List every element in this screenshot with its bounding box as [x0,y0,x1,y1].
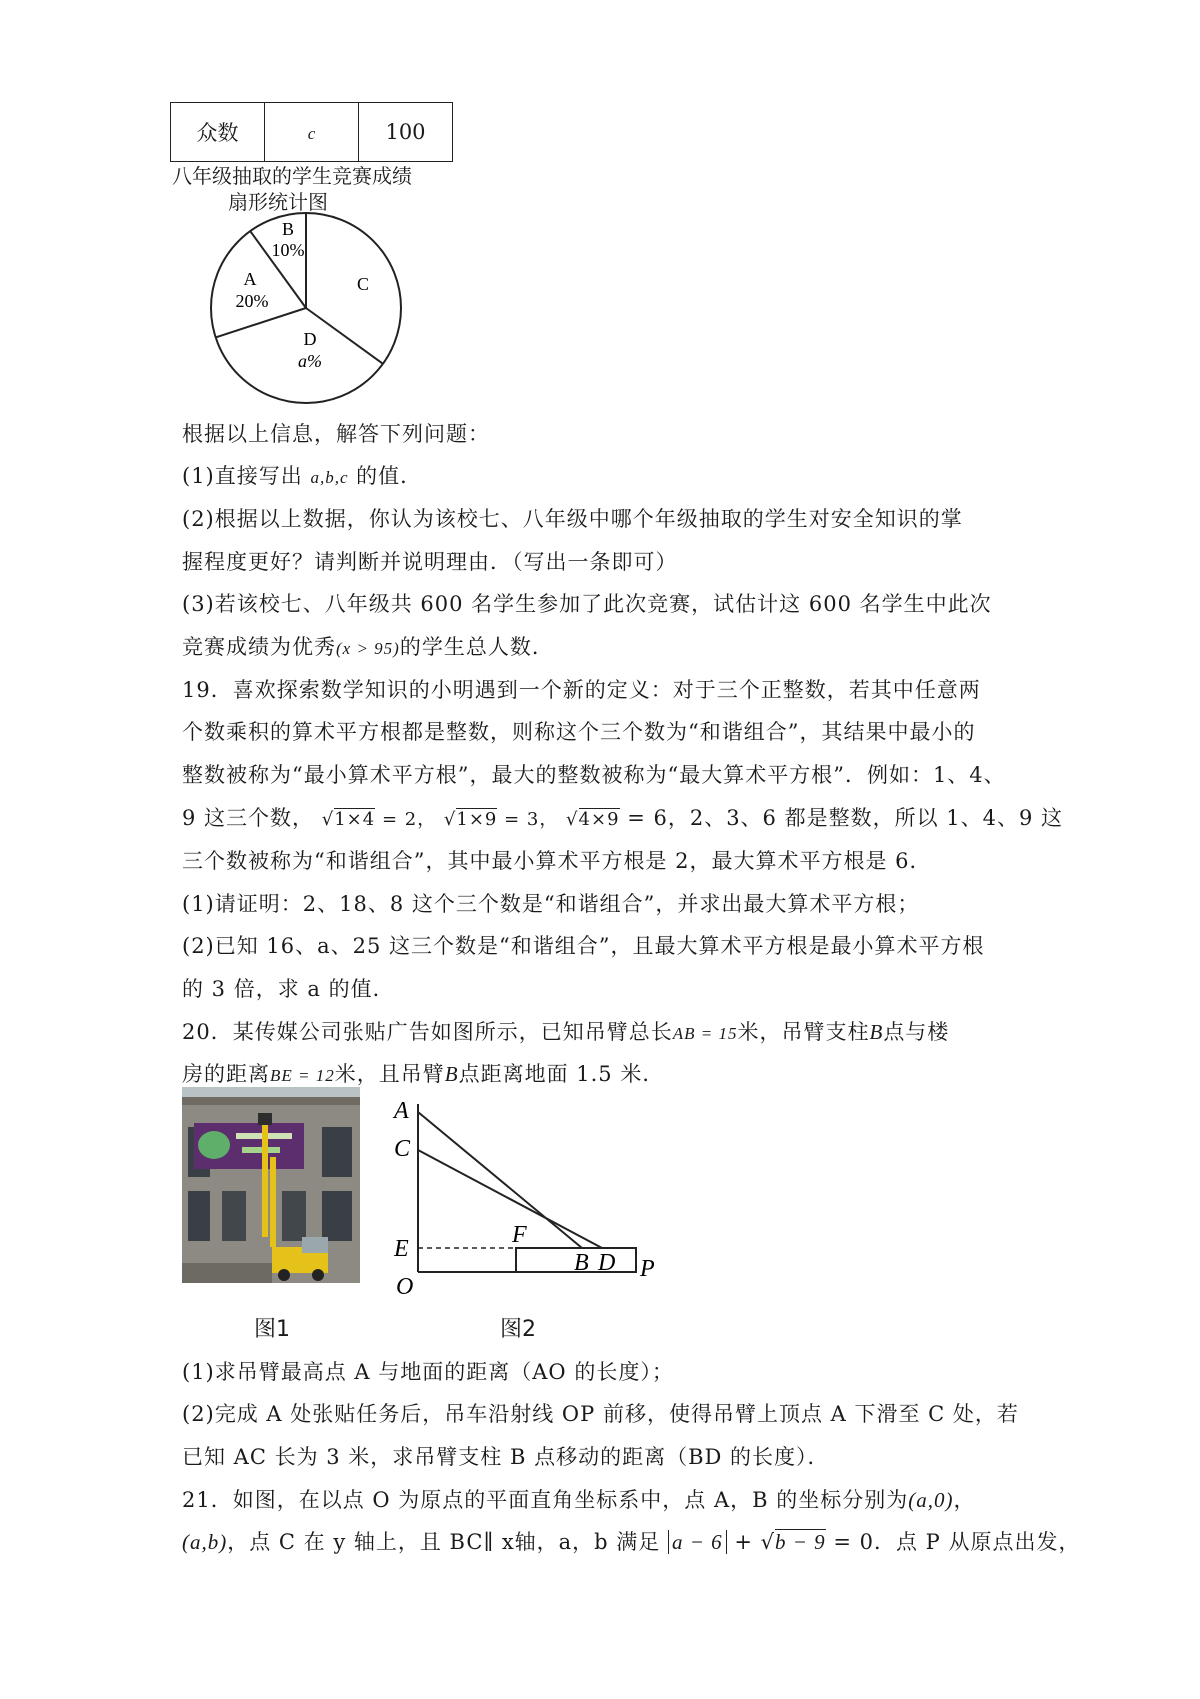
label-e: E [394,1236,409,1262]
statistics-table [170,102,453,162]
label-p: P [640,1256,655,1282]
label-f: F [512,1222,527,1248]
q21-line1: 21．如图，在以点 O 为原点的平面直角坐标系中，点 A，B 的坐标分别为(a,0)， [182,1488,976,1512]
pie-value-b: 10% [271,240,305,260]
q19-root1: 1×4 [334,809,376,830]
q19-line5: 三个数被称为“和谐组合”，其中最小算术平方根是 2，最大算术平方根是 6． [182,849,932,873]
q18-intro: 根据以上信息，解答下列问题： [182,422,490,446]
q18-part2-line1: (2)根据以上数据，你认为该校七、八年级中哪个年级抽取的学生对安全知识的掌 [182,507,963,531]
pie-label-d: D [303,329,317,349]
label-d: D [598,1250,616,1276]
arm-ab [418,1112,582,1248]
pie-label-c: C [356,274,370,294]
fig1-caption: 图1 [254,1317,290,1342]
arm-cd [418,1150,602,1248]
q20-part2-line1: (2)完成 A 处张贴任务后，吊车沿射线 OP 前移，使得吊臂上顶点 A 下滑至 C 处，若 [182,1402,1019,1426]
q19-line4: 9 这三个数， √1×4 = 2， √1×9 = 3， √4×9 = 6，2、3、6 都是整数，所以 1、4、9 这 [182,806,1064,830]
q21-line2: (a,b)，点 C 在 y 轴上，且 BC∥ x轴，a，b 满足 a − 6 + √b − 9 = 0．点 P 从原点出发， [182,1530,1081,1554]
pie-value-a: 20% [235,291,269,311]
q18-part3-line2: 竞赛成绩为优秀(x > 95)的学生总人数． [182,635,554,659]
fig2-caption: 图2 [500,1317,536,1342]
label-a: A [394,1098,409,1124]
table-cell-c: c [265,103,359,162]
q19-root2: 1×9 [456,809,498,830]
q19-part2-line1: (2)已知 16、a、25 这三个数是“和谐组合”，且最大算术平方根是最小算术平方根 [182,934,985,958]
q19-line2: 个数乘积的算术平方根都是整数，则称这个三个数为“和谐组合”，其结果中最小的 [182,720,976,744]
pie-label-b: B [281,219,295,239]
pie-value-d: a% [298,351,322,371]
pie-label-a: A [243,269,257,289]
table-row [171,103,453,162]
q20-line2: 房的距离BE = 12米，且吊臂B点距离地面 1.5 米． [182,1062,665,1086]
pie-title-line1: 八年级抽取的学生竞赛成绩 [172,164,412,188]
crane-diagram [390,1098,670,1298]
label-c: C [394,1136,411,1162]
q19-part1: (1)请证明：2、18、8 这个三个数是“和谐组合”，并求出最大算术平方根； [182,892,920,916]
q21-abs-expr: a − 6 [672,1530,723,1554]
crane-photo [182,1087,360,1283]
table-cell-label: 众数 [171,103,265,162]
q20-part1: (1)求吊臂最高点 A 与地面的距离（AO 的长度）； [182,1360,674,1384]
q21-root-expr: b − 9 [775,1530,826,1554]
q19-part2-line2: 的 3 倍，求 a 的值． [182,977,395,1001]
q20-line1: 20．某传媒公司张贴广告如图所示，已知吊臂总长AB = 15米，吊臂支柱B点与楼 [182,1020,950,1044]
label-o: O [396,1274,414,1298]
q19-line3: 整数被称为“最小算术平方根”，最大的整数被称为“最大算术平方根”．例如：1、4、 [182,763,1006,787]
table-cell-value: 100 [359,103,453,162]
q18-part3-line1: (3)若该校七、八年级共 600 名学生参加了此次竞赛，试估计这 600 名学生中此次 [182,592,992,616]
pie-chart [206,208,406,408]
pie-title-line2: 扇形统计图 [228,190,328,214]
q19-root3: 4×9 [578,809,620,830]
q19-line1: 19．喜欢探索数学知识的小明遇到一个新的定义：对于三个正整数，若其中任意两 [182,678,981,702]
label-b: B [574,1250,589,1276]
q18-part1: (1)直接写出 a,b,c 的值． [182,464,423,488]
q20-part2-line2: 已知 AC 长为 3 米，求吊臂支柱 B 点移动的距离（BD 的长度）． [182,1445,830,1469]
q18-part2-line2: 握程度更好？请判断并说明理由．（写出一条即可） [182,550,678,574]
